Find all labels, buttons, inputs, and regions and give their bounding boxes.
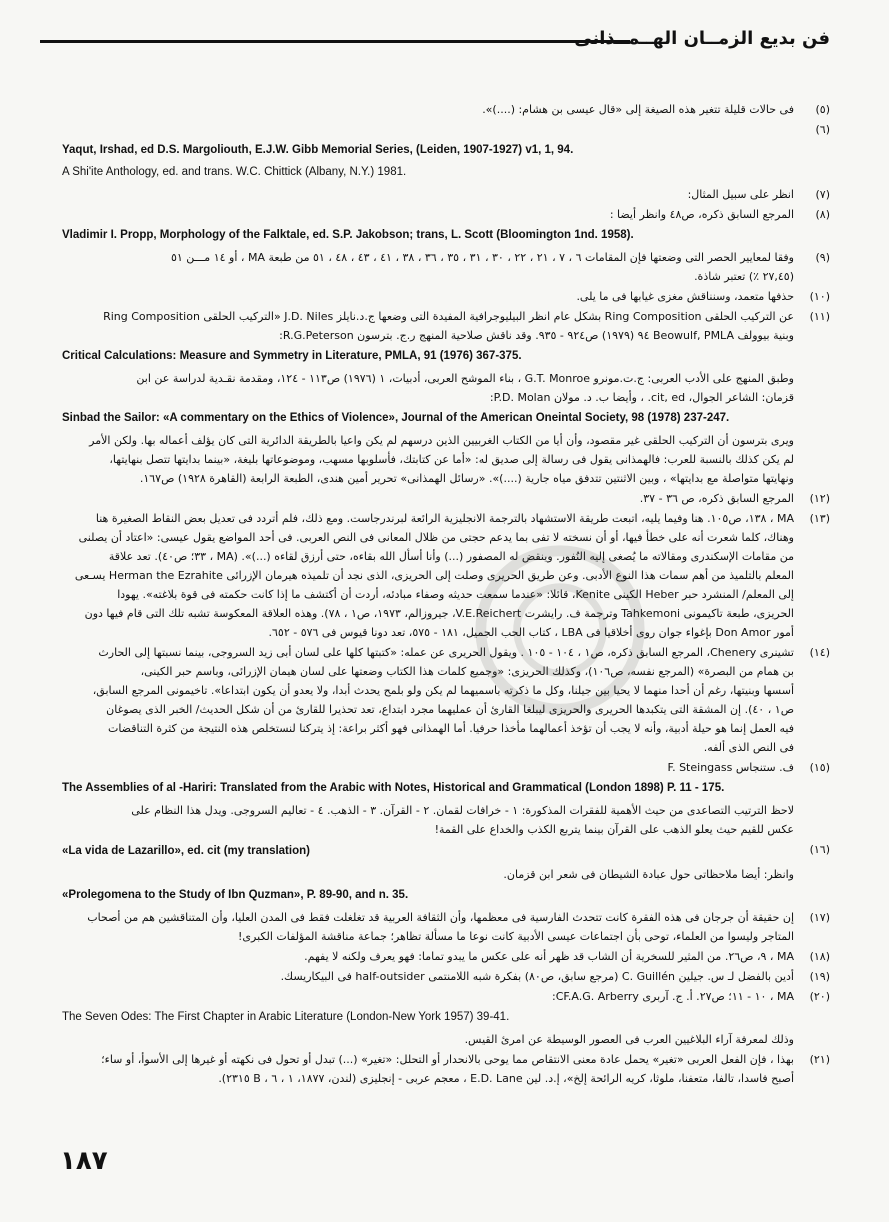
endnote	[62, 287, 830, 306]
note-line: فى حالات قليلة تتغير هذه الصيغة إلى «قال عيسى بن هشام: (....)».	[482, 103, 794, 116]
english-citation: Sinbad the Sailor: «A commentary on the Ethics of Violence», Journal of the American Oneintal Society, 98 (1978) 237-247.	[62, 412, 730, 424]
english-citation: A Shi'ite Anthology, ed. and trans. W.C. Chittick (Albany, N.Y.) 1981.	[62, 166, 407, 178]
note-number	[794, 431, 830, 488]
note-number: (١٢)	[809, 492, 830, 505]
note-number: (١٤)	[809, 646, 830, 659]
note-line: ونهايتها متواصلة مع بدايتها» ، وبين الاثنتين تتدفق مياه جارية (....)». «رسائل الهمذانى» تحرير أمين هندى، الطبعة الرابعة (القاهرة ١٩٢٨) ص١٦٧.	[139, 472, 794, 485]
endnote	[62, 987, 830, 1006]
english-citation: Yaqut, Irshad, ed D.S. Margoliouth, E.J.W. Gibb Memorial Series, (Leiden, 1907-1927) v1, 1, 94.	[62, 144, 574, 156]
note-text	[62, 987, 794, 1006]
note-number: (١٨)	[809, 950, 830, 963]
endnote	[62, 205, 830, 224]
endnote	[62, 100, 830, 119]
note-text	[62, 1030, 794, 1049]
note-text	[62, 369, 794, 407]
note-number: (١٦)	[809, 843, 830, 856]
endnote	[62, 509, 830, 642]
note-text	[62, 185, 794, 204]
note-text	[62, 1050, 794, 1088]
english-citation: Vladimir I. Propp, Morphology of the Falktale, ed. S.P. Jakobson; trans, L. Scott (Bloomington 1nd. 1958).	[62, 229, 634, 241]
endnote	[62, 643, 830, 757]
note-line: أمور Don Amor بإغواء جوان روى أخلاقيا فى LBA ، كتاب الحب الجميل، ١٨١ - ٥٧٥، تعد دونا قيوس فى ٥٧٦ - ٦٥٢.	[268, 626, 794, 639]
endnote	[62, 120, 830, 139]
note-line: المعلم بالتلميذ من أهم سمات هذا النوع الأدبى. وعن طريق الحريرى وصلت إلى الحريزى، الذى نجد أن تلميذه هيرمان الإزرائى Herman the Ezrahite يسـعى	[74, 569, 794, 582]
note-text	[62, 865, 794, 884]
note-number: (١٧)	[809, 911, 830, 924]
note-line: عكس للقيم حيث يعلو الذهب على القرآن بينما يتربع الكذب والخداع على القمة!	[434, 823, 794, 836]
endnote	[62, 1050, 830, 1088]
note-line: بهذا ، فإن الفعل العربى «تغير» يحمل عادة معنى الانتقاص مما يوحى بالانحدار أو التحلل: «تغير» (...) تبدل أو تحول فى نكهته أو غيرها إلى الأسوأ، أو ساء؛	[101, 1053, 794, 1066]
english-citation: «La vida de Lazarillo», ed. cit (my translation)	[62, 845, 310, 857]
endnote	[62, 967, 830, 986]
note-line: (٢٧,٤٥ ٪) تعتبر شاذة.	[694, 270, 794, 283]
note-line: أسسها وبنيتها، رغم أن أحدا منهما لا يحيا بين جيلنا، وكل ما ذكرته باسميهما لم يكن ولو بلمح يحدث أبدا، ولا يعدو أن يكون ابتداعا». تاخيمونى المرجع السابق،	[92, 684, 794, 697]
note-number: (٦)	[815, 123, 830, 136]
note-line: تشينرى Chenery، المرجع السابق ذكره، ص١ ، ١٠٤ - ١٠٥ . ويقول الحريرى عن عمله: «كتبتها كلها على لسان أبى زيد السروجى، بينما نسبتها إلى الحارث	[98, 646, 794, 659]
english-citation: «Prolegomena to the Study of Ibn Quzman», P. 89-90, and n. 35.	[62, 889, 409, 901]
note-number: (٧)	[815, 188, 830, 201]
note-number: (١٩)	[809, 970, 830, 983]
note-line: ص١ ، ٤٠). إن المشقة التى يتكبدها الحريرى والحريزى ليبلغا القارئ أن عمليهما مجرد ابتداع، تعد تحذيرا للقارئ من أن شكل الحديث/ الخبر الذى يصوغان	[106, 703, 794, 716]
note-line: المتاجر وليسوا من العلماء، توحى بأن اجتماعات عيسى الأدبية كانت نوعا ما مسألة تظاهر؛ جماعة مناقشة المؤلفات الكبرى!	[238, 930, 794, 943]
note-text	[62, 947, 794, 966]
note-number: (٢٠)	[809, 990, 830, 1003]
note-text	[62, 120, 794, 139]
note-line: أدين بالفضل لـ س. جيلين C. Guillén (مرجع سابق، ص٨٠) بفكرة شبه اللامنتمى half-outsider فى البيكاريسك.	[280, 970, 794, 983]
endnote	[62, 248, 830, 286]
note-line: لم يكن كذلك بالنسبة للعرب: فالهمذانى يقول فى رسالة إلى صديق له: «أما عن كتابتك، فأسلوبها مسهب، وموضوعاتها بليغة، «بينما بدايتها تتصل بنهايتها،	[109, 453, 794, 466]
note-text	[62, 801, 794, 839]
note-line: بن همام من البصرة» (المرجع نفسه، ص١٠٦)، وكذلك الحريزى: «وجميع كلمات هذا الكتاب وضعتها على لسان هيمان الإزرائى، وباسم حبر الكينى،	[140, 665, 794, 678]
note-line: لاحظ الترتيب التصاعدى من حيث الأهمية للفقرات المذكورة: ١ - خرافات لقمان. ٢ - القرآن. ٣ - الذهب. ٤ - تعاليم السروجى. ويدل هذا النظام على	[131, 804, 794, 817]
note-line: الحريزى، طبعة تاكيمونى Tahkemoni وترجمة ف. رايشرت V.E.Reichert، جيروزالم، ١٩٧٣، ص١ ، ٧٨). وهذه العلاقة المعكوسة تشبه تلك التى قام فيها دون	[84, 607, 794, 620]
note-number	[794, 865, 830, 884]
note-text	[62, 307, 794, 345]
endnotes	[62, 100, 830, 1089]
note-line: إلى المعلم/ المنشرد حبر Heber الكينى Kenite، قائلا: «عندما سمعت حديثه وصفاء مبادئه، أردت أن أكتشف ما إذا كانت حكمته فى قوة بلاغته». يهودا	[117, 588, 794, 601]
note-line: انظر على سبيل المثال:	[687, 188, 794, 201]
note-number: (١٠)	[809, 290, 830, 303]
note-line: وفقا لمعايير الحصر التى وضعتها فإن المقامات ٦ ، ٧ ، ٢١ ، ٢٢ ، ٣٠ ، ٣١ ، ٣٥ ، ٣٦ ، ٣٨ ، ٤١ ، ٤٣ ، ٤٨ ، ٥١ من طبعة MA ، أو ١٤ مـــن ٥١	[170, 251, 794, 264]
note-text	[62, 643, 794, 757]
note-line: حذفها متعمد، وسنناقش مغزى غيابها فى ما يلى.	[576, 290, 794, 303]
note-line: من مقامات الإسكندرى ومقالاته ما يُصغى إليه النُفور. وينقض له المصفور (...) وأنا أسأل الله بقاءه، حتى أرزق لقاءه (...)». (MA ، ٣٣؛ ص٤٠). تعد علاقة	[108, 550, 794, 563]
endnote	[62, 431, 830, 488]
note-line: وطبق المنهج على الأدب العربى: ج.ت.مونرو G.T. Monroe ، بناء الموشح العربى، أدبيات، ١ (١٩٧٦) ص١١٣ - ١٢٤، ومقدمة نقـدية لدراسة عن ابن	[136, 372, 794, 385]
endnote	[62, 947, 830, 966]
endnote	[62, 908, 830, 946]
note-line: قزمان: الشاعر الجوال، cit, ed. ، وأيضا ب. د. مولان P.D. Molan:	[489, 391, 794, 404]
note-line: أصبح فاسدا، تالفا، متعفنا، ملوثا، كريه الرائحة إلخ»، إ.د. لين E.D. Lane ، معجم عربى - إنجليزى (لندن، ١٨٧٧، ١ ، ٦ ، B ٢٣١٥).	[218, 1072, 794, 1085]
note-line: MA ، ١٣٨، ص١٠٥. هنا وفيما يليه، اتبعت طريقة الاستشهاد بالترجمة الانجليزية الرائعة لبرندرجاست. ومع ذلك، فلم أتردد فى تعديل بعض النقاط الصغيرة هنا	[95, 512, 794, 525]
note-line: عن التركيب الحلقى Ring Composition بشكل عام انظر البيليوجرافية المفيدة التى وضعها ج.د.نايلز J.D. Niles «التركيب الحلقى Ring Composition	[103, 310, 794, 323]
endnote	[62, 758, 830, 777]
note-number: (٥)	[815, 103, 830, 116]
running-title: فن بديع الزمــان الهــمــذانى	[574, 28, 830, 49]
note-line: ف. ستنجاس F. Steingass	[667, 761, 794, 774]
note-number: (١٣)	[809, 512, 830, 525]
note-text	[62, 509, 794, 642]
note-text	[62, 840, 794, 864]
endnote	[62, 489, 830, 508]
page-number: ١٨٧	[60, 1146, 108, 1176]
archive-watermark	[470, 540, 650, 720]
endnote	[62, 369, 830, 407]
note-number: (١٥)	[809, 761, 830, 774]
english-citation: The Assemblies of al -Hariri: Translated from the Arabic with Notes, Historical and Grammatical (London 1898) P. 11 - 175.	[62, 782, 725, 794]
note-number	[794, 369, 830, 407]
note-text	[62, 431, 794, 488]
note-line: وبنية بيوولف Beowulf, PMLA ٩٤ (١٩٧٩) ص٩٢٤ - ٩٣٥. وقد ناقش صلاحية المنهج ر.ج. بترسون R.G.Peterson:	[279, 329, 794, 342]
note-line: فى النص الذى ألفه.	[703, 741, 794, 754]
endnote	[62, 840, 830, 864]
note-text	[62, 908, 794, 946]
endnote	[62, 307, 830, 345]
note-line: فيه العمل إنما هو حيلة أدبية، وأنه لا يجب أن تؤخذ أعمالهما مأخذا حرفيا. أما الهمذانى فهو أكثر براعة: إذ يتركنا لنستخلص هذه النتيجة من كثرة التناقضات	[107, 722, 794, 735]
note-line: MA ، ٩، ص٢٦. من المثير للسخرية أن الشاب قد ظهر أنه على عكس ما يبدو تماما: فهو يعرف ولكنه لا يفهم.	[304, 950, 794, 963]
note-text	[62, 287, 794, 306]
note-text	[62, 489, 794, 508]
note-line: وانظر: أيضا ملاحظاتى حول عبادة الشيطان فى شعر ابن قزمان.	[503, 868, 794, 881]
endnote	[62, 1030, 830, 1049]
endnote	[62, 865, 830, 884]
note-number: (٨)	[815, 208, 830, 221]
note-text	[62, 248, 794, 286]
english-citation: Critical Calculations: Measure and Symmetry in Literature, PMLA, 91 (1976) 367-375.	[62, 350, 522, 362]
note-line: MA ، ١٠ - ١١؛ ص٢٧. أ. ج. آربرى CF.A.G. Arberry:	[551, 990, 794, 1003]
header-rule	[40, 40, 630, 43]
note-text	[62, 205, 794, 224]
note-number: (٢١)	[809, 1053, 830, 1066]
note-number: (٩)	[815, 251, 830, 264]
english-citation: The Seven Odes: The First Chapter in Arabic Literature (London-New York 1957) 39-41.	[62, 1011, 510, 1023]
note-number	[794, 801, 830, 839]
note-number	[794, 1030, 830, 1049]
note-line: ويرى بترسون أن التركيب الحلقى غير مقصود، وأن أيا من الكتاب الغربيين الذين درسهم لم يكن واعيا بالطريقة الدائرية التى كان يؤلف أعماله بها. ولكن الأمر	[89, 434, 794, 447]
note-text	[62, 967, 794, 986]
endnote	[62, 801, 830, 839]
note-text	[62, 100, 794, 119]
note-line: وهناك، كلما شعرت أنه على خطأ فيها، أو أن نسخته لا تفى بما يدعم حجتى من ظلال المعانى فى النص العربى. فى أحد المواضع يقول عيسى: «اعتاد أن يصلنى	[78, 531, 794, 544]
note-line: وذلك لمعرفة آراء البلاغيين العرب فى العصور الوسيطة عن امرئ القيس.	[464, 1033, 794, 1046]
note-line: إن حقيقة أن جرجان فى هذه الفقرة كانت تتحدث الفارسية فى معظمها، وأن الثقافة العربية قد تغلغلت فقط فى المدن العليا، وأن المتناقشين هم من أصحاب	[87, 911, 794, 924]
endnote	[62, 185, 830, 204]
note-text	[62, 758, 794, 777]
note-line: المرجع السابق ذكره، ص٤٨ وانظر أيضا :	[609, 208, 794, 221]
note-line: المرجع السابق ذكره، ص ٣٦ - ٣٧.	[639, 492, 794, 505]
note-number: (١١)	[809, 310, 830, 323]
running-header	[40, 28, 830, 62]
